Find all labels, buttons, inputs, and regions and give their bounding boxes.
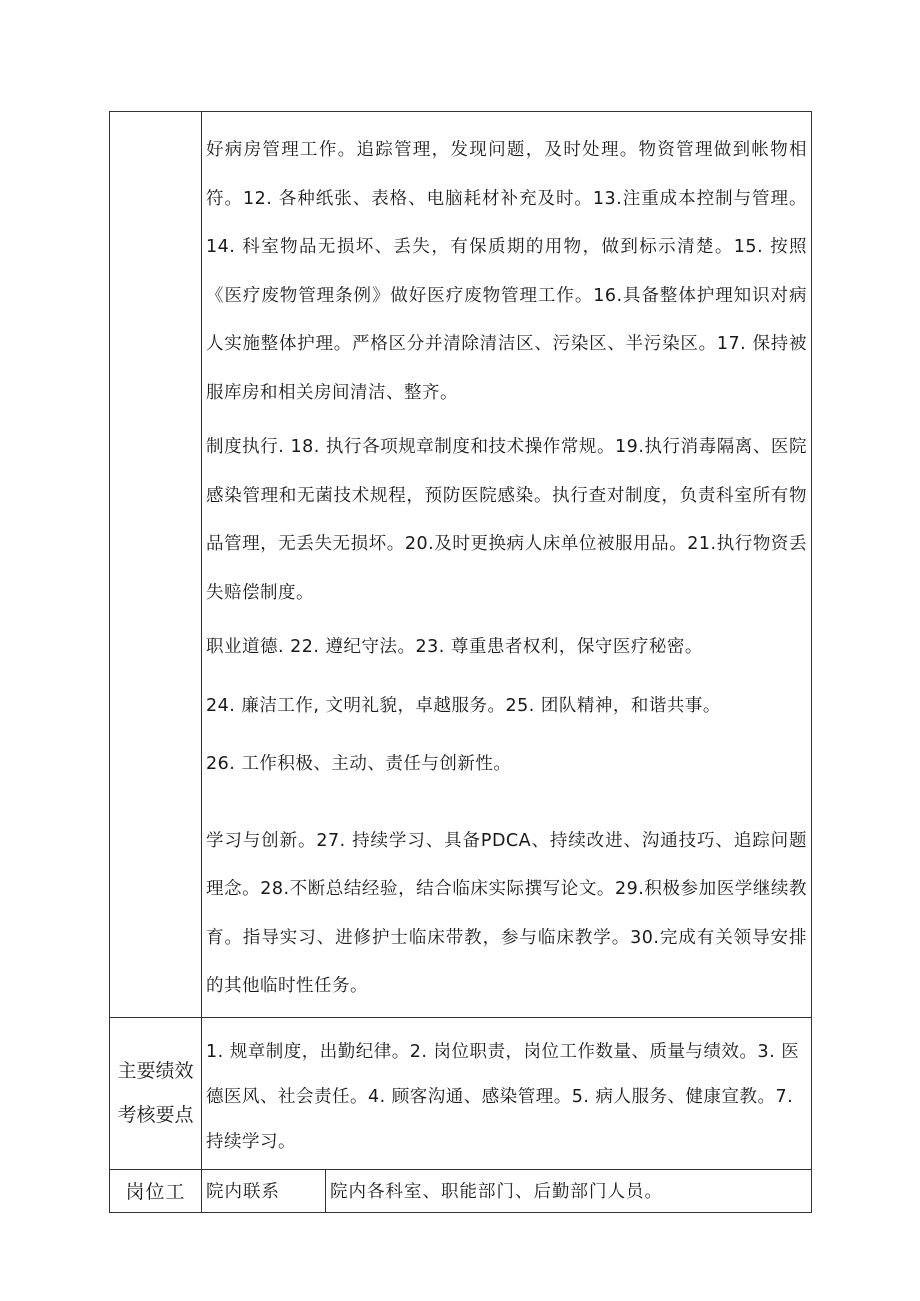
contact-row [110, 1169, 812, 1212]
duties-content-cell [202, 112, 812, 1018]
duty-paragraph: 职业道德. 22. 遵纪守法。23. 尊重患者权利，保守医疗秘密。 [206, 637, 703, 657]
contact-label: 岗位工 [110, 1169, 202, 1212]
contact-value: 院内各科室、职能部门、后勤部门人员。 [326, 1169, 812, 1212]
duty-paragraph: 26. 工作积极、主动、责任与创新性。 [206, 754, 512, 774]
duties-label-cell [110, 112, 202, 1018]
duty-paragraph: 好病房管理工作。追踪管理，发现问题，及时处理。物资管理做到帐物相符。12. 各种纸张、表格、电脑耗材补充及时。13.注重成本控制与管理。14. 科室物品无损坏、丢失，有保质期的用物，做到标示清楚。15. 按照《医疗废物管理条例》做好医疗废物管理工作。16.具备整体护理知识对病人实施整体护理。严格区分并清除清洁区、污染区、半污染区。17. 保持被服库房和相关房间清洁、整齐。 [206, 140, 808, 403]
performance-text: 1. 规章制度，出勤纪律。2. 岗位职责，岗位工作数量、质量与绩效。3. 医德医风、社会责任。4. 顾客沟通、感染管理。5. 病人服务、健康宣教。7. 持续学习。 [206, 1041, 800, 1152]
duty-paragraph: 制度执行. 18. 执行各项规章制度和技术操作常规。19.执行消毒隔离、医院感染管理和无菌技术规程，预防医院感染。执行查对制度，负责科室所有物品管理，无丢失无损坏。20.及时更换病人床单位被服用品。21.执行物资丢失赔偿制度。 [206, 437, 808, 603]
duty-paragraph: 学习与创新。27. 持续学习、具备PDCA、持续改进、沟通技巧、追踪问题理念。28.不断总结经验，结合临床实际撰写论文。29.积极参加医学继续教育。指导实习、进修护士临床带教，参与临床教学。30.完成有关领导安排的其他临时性任务。 [206, 830, 808, 996]
duty-paragraph: 24. 廉洁工作, 文明礼貌，卓越服务。25. 团队精神，和谐共事。 [206, 695, 721, 716]
duties-row [110, 112, 812, 1018]
performance-row [110, 1017, 812, 1169]
performance-label: 主要绩效考核要点 [110, 1017, 202, 1169]
performance-content-cell [202, 1017, 812, 1169]
contact-sub-label: 院内联系 [202, 1169, 326, 1212]
job-description-table [109, 111, 812, 1213]
